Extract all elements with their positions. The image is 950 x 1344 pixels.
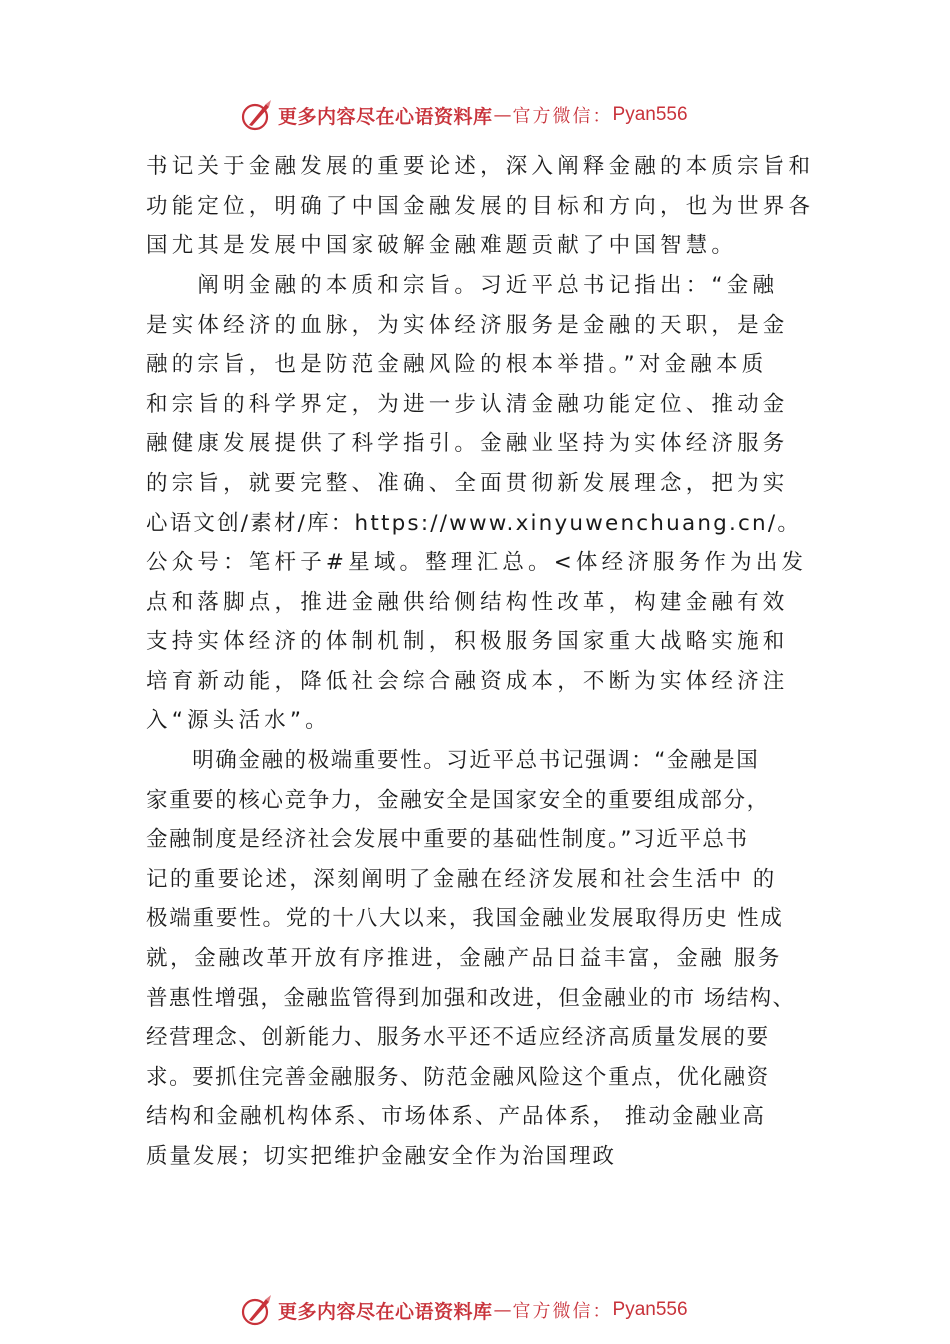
- text-line: 明确金融的极端重要性。习近平总书记强调：“金融是国: [146, 748, 760, 773]
- watermark-label: 官方微信：: [512, 106, 613, 127]
- watermark-title: 更多内容尽在心语资料库: [278, 1300, 493, 1323]
- watermark-banner-bottom: [240, 1290, 688, 1330]
- watermark-separator: —: [493, 104, 512, 126]
- text-line: 书记关于金融发展的重要论述，深入阐释金融的本质宗旨和: [146, 154, 815, 179]
- watermark-banner-top: [240, 95, 688, 135]
- text-line: 质量发展；切实把维护金融安全作为治国理政: [146, 1144, 617, 1169]
- text-line: 和宗旨的科学界定，为进一步认清金融功能定位、推动金: [146, 392, 789, 417]
- text-line: 的宗旨，就要完整、准确、全面贯彻新发展理念，把为实: [146, 471, 789, 496]
- text-line: 结构和金融机构体系、市场体系、产品体系， 推动金融业高: [146, 1104, 766, 1129]
- text-line: 培育新动能，降低社会综合融资成本，不断为实体经济注: [146, 669, 789, 694]
- watermark-title: 更多内容尽在心语资料库: [278, 105, 493, 128]
- text-line: 极端重要性。党的十八大以来，我国金融业发展取得历史 性成: [146, 906, 784, 931]
- text-line: 金融制度是经济社会发展中重要的基础性制度。”习近平总书: [146, 827, 749, 852]
- quill-pen-icon: [240, 1293, 274, 1327]
- watermark-wechat-id: Pyan556: [612, 104, 688, 125]
- text-line: 家重要的核心竞争力，金融安全是国家安全的重要组成部分，: [146, 788, 770, 813]
- text-line: 国尤其是发展中国家破解金融难题贡献了中国智慧。: [146, 233, 738, 258]
- text-line: 点和落脚点，推进金融供给侧结构性改革，构建金融有效: [146, 590, 789, 615]
- text-line: 公众号：笔杆子#星域。整理汇总。<体经济服务作为出发: [146, 550, 808, 575]
- text-line: 是实体经济的血脉，为实体经济服务是金融的天职，是金: [146, 313, 789, 338]
- watermark-separator: —: [493, 1299, 512, 1321]
- text-line: 融健康发展提供了科学指引。金融业坚持为实体经济服务: [146, 431, 789, 456]
- text-line-url: 心语文创/素材/库：https://www.xinyuwenchuang.cn/。: [146, 511, 802, 536]
- text-line: 功能定位，明确了中国金融发展的目标和方向，也为世界各: [146, 194, 815, 219]
- text-line: 就，金融改革开放有序推进，金融产品日益丰富，金融 服务: [146, 946, 783, 971]
- text-line: 普惠性增强，金融监管得到加强和改进，但金融业的市 场结构、: [146, 986, 796, 1011]
- text-line: 记的重要论述，深刻阐明了金融在经济发展和社会生活中 的: [146, 867, 777, 892]
- text-line: 求。要抓住完善金融服务、防范金融风险这个重点，优化融资: [146, 1065, 770, 1090]
- text-line: 阐明金融的本质和宗旨。习近平总书记指出：“金融: [146, 273, 779, 298]
- text-line: 经营理念、创新能力、服务水平还不适应经济高质量发展的要: [146, 1025, 770, 1050]
- text-line: 融的宗旨，也是防范金融风险的根本举措。”对金融本质: [146, 352, 768, 377]
- text-line: 支持实体经济的体制机制，积极服务国家重大战略实施和: [146, 629, 789, 654]
- watermark-label: 官方微信：: [512, 1301, 613, 1322]
- text-line: 入“源头活水”。: [146, 708, 331, 733]
- watermark-wechat-id: Pyan556: [612, 1299, 688, 1320]
- quill-pen-icon: [240, 98, 274, 132]
